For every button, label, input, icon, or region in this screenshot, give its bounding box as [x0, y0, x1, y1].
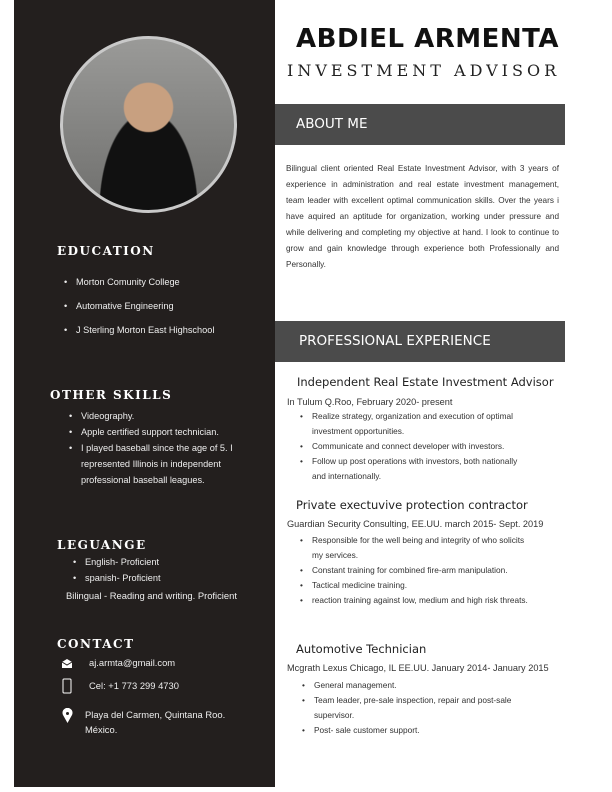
- skill-item: • Videography.: [69, 408, 254, 424]
- job-duties: [300, 533, 530, 608]
- contact-heading: CONTACT: [57, 637, 135, 651]
- contact-email[interactable]: aj.armta@gmail.com: [89, 657, 176, 668]
- job-duty: • General management.: [302, 678, 532, 693]
- job-duties: [302, 678, 532, 738]
- language-item: • spanish- Proficient: [73, 570, 161, 586]
- about-text: Bilingual client oriented Real Estate Investment Advisor, with 3 years of experience in administration and real estate investment management, team leader with excellent optimal communication skills. Over the years i have aquired an aptitude for organization, working under pressure and while delivering and completing my objective at hand. I look to continue to grow and gain knowledge through experience both Professionally and Personally.: [286, 164, 559, 269]
- contact-phone: Cel: +1 773 299 4730: [89, 680, 179, 691]
- job-title: Private exectuvive protection contractor: [296, 498, 528, 512]
- job-duty: • Responsible for the well being and integrity of who solicits my services.: [300, 533, 530, 563]
- job-meta: In Tulum Q.Roo, February 2020- present: [287, 397, 453, 407]
- job-meta: Mcgrath Lexus Chicago, IL EE.UU. January 2014- January 2015: [287, 663, 549, 673]
- job-title: Automotive Technician: [296, 642, 427, 656]
- job-duty: • Constant training for combined fire-arm manipulation.: [300, 563, 530, 578]
- job-duty: • Tactical medicine training.: [300, 578, 530, 593]
- job-duty: • Post- sale customer support.: [302, 723, 532, 738]
- language-heading: LEGUANGE: [57, 538, 147, 552]
- phone-icon: [60, 677, 74, 694]
- job-duty: • Communicate and connect developer with investors.: [300, 439, 530, 454]
- education-heading: EDUCATION: [57, 244, 155, 258]
- education-item: • Morton Comunity College: [64, 270, 214, 294]
- education-item: • J Sterling Morton East Highschool: [64, 318, 214, 342]
- contact-address: Playa del Carmen, Quintana Roo. México.: [85, 709, 226, 735]
- skills-list: [69, 408, 254, 488]
- skills-heading: OTHER SKILLS: [50, 388, 173, 402]
- candidate-name: ABDIEL ARMENTA: [296, 24, 559, 54]
- skill-item: • I played baseball since the age of 5. I represented Illinois in independent professional baseball leagues.: [69, 440, 254, 488]
- profile-photo: [60, 36, 237, 213]
- job-title: Independent Real Estate Investment Advisor: [297, 375, 554, 389]
- job-duty: • reaction training against low, medium and high risk threats.: [300, 593, 530, 608]
- about-heading: ABOUT ME: [275, 104, 565, 145]
- language-item: • English- Proficient: [73, 554, 161, 570]
- job-duty: • Team leader, pre-sale inspection, repair and post-sale supervisor.: [302, 693, 532, 723]
- language-list: [73, 554, 161, 586]
- language-note: Bilingual - Reading and writing. Proficient: [66, 590, 237, 601]
- candidate-role: INVESTMENT ADVISOR: [287, 61, 561, 80]
- education-list: [64, 270, 214, 342]
- job-duties: [300, 409, 530, 484]
- education-item: • Automative Engineering: [64, 294, 214, 318]
- job-duty: • Realize strategy, organization and execution of optimal investment opportunities.: [300, 409, 530, 439]
- envelope-icon: [60, 656, 74, 670]
- job-duty: • Follow up post operations with investors, both nationally and internationally.: [300, 454, 530, 484]
- location-pin-icon: [60, 707, 74, 723]
- job-meta: Guardian Security Consulting, EE.UU. march 2015- Sept. 2019: [287, 519, 544, 529]
- experience-heading: PROFESSIONAL EXPERIENCE: [275, 321, 565, 362]
- skill-item: • Apple certified support technician.: [69, 424, 254, 440]
